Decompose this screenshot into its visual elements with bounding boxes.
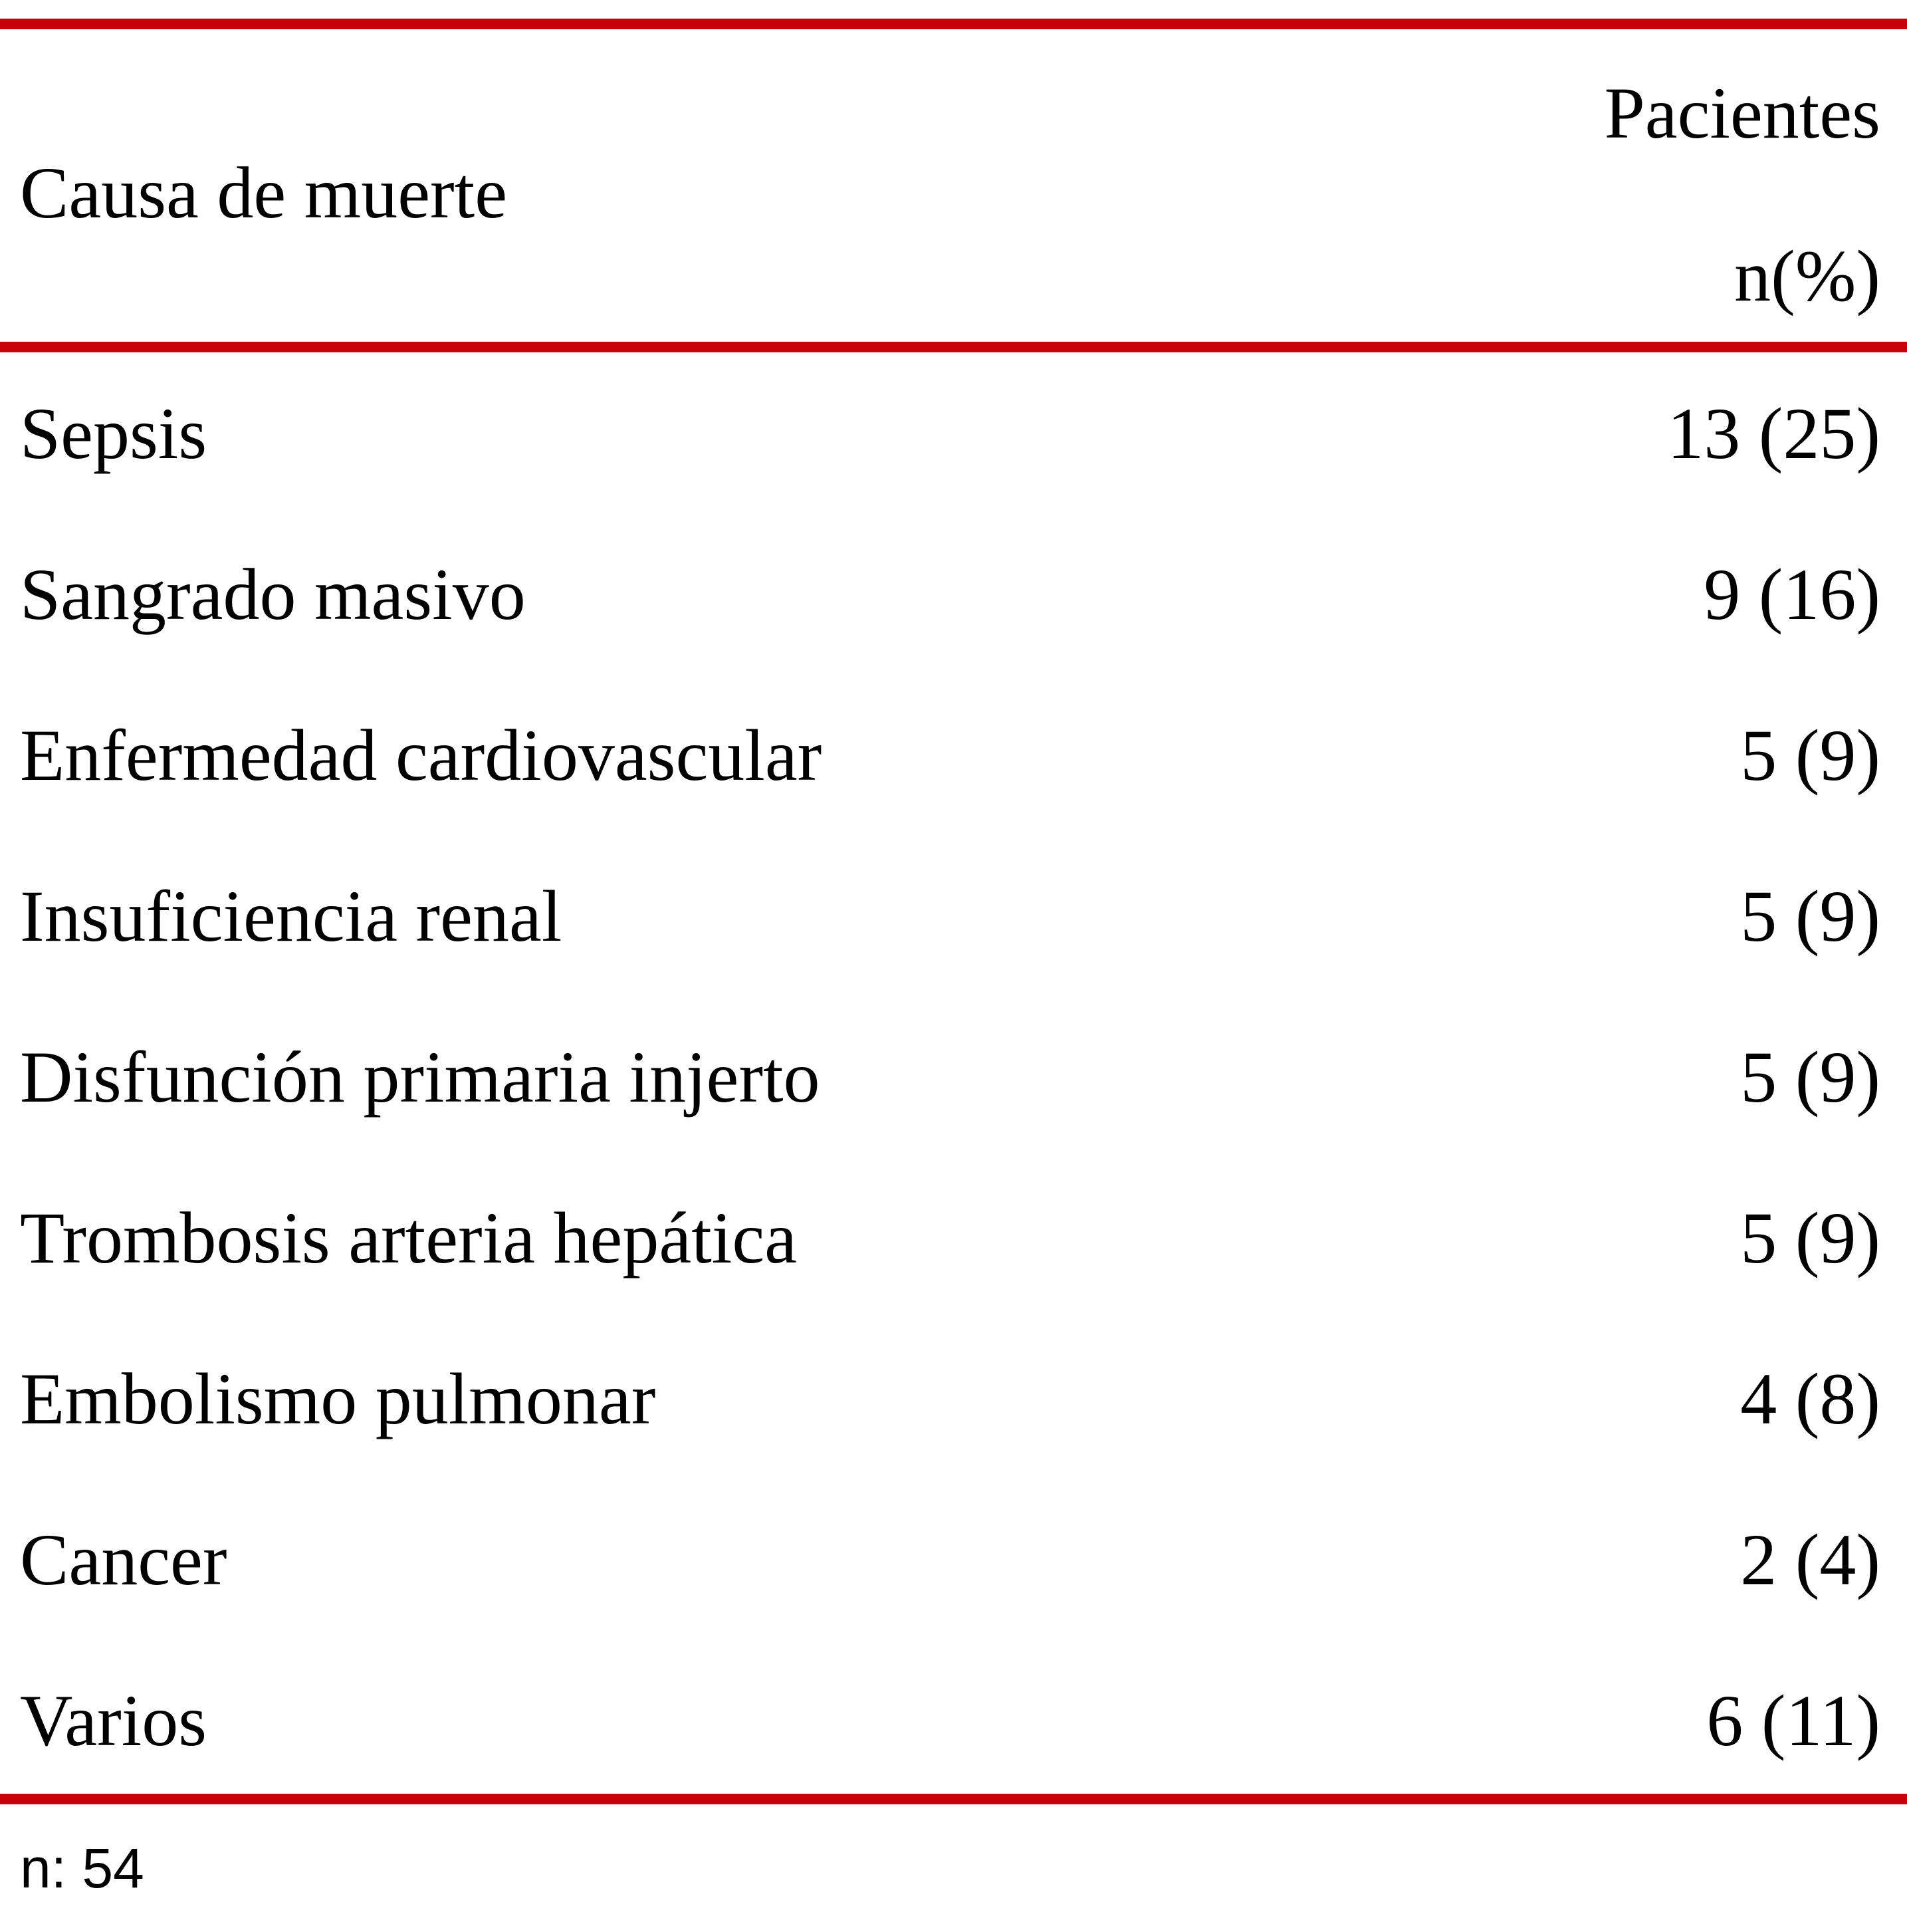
row-label: Enfermedad cardiovascular (20, 715, 822, 796)
row-value: 6 (11) (1706, 1680, 1880, 1761)
table-row (0, 1017, 1907, 1178)
row-value: 5 (9) (1740, 1036, 1880, 1118)
row-label: Embolismo pulmonar (20, 1358, 656, 1439)
table-row (0, 1178, 1907, 1339)
table-row (0, 856, 1907, 1017)
row-label: Disfunción primaria injerto (20, 1036, 820, 1118)
table-row (0, 695, 1907, 856)
table-row (0, 374, 1907, 535)
row-label: Sepsis (20, 393, 207, 474)
row-value: 5 (9) (1740, 876, 1880, 957)
row-value: 13 (25) (1667, 393, 1880, 474)
table-top-rule (0, 19, 1907, 29)
column-header-patients: Pacientes (1604, 72, 1880, 154)
row-value: 9 (16) (1704, 554, 1880, 635)
table-body (0, 374, 1907, 1822)
row-value: 5 (9) (1740, 715, 1880, 796)
table-row (0, 535, 1907, 695)
table-bottom-rule (0, 1794, 1907, 1804)
table-header-rule (0, 342, 1907, 352)
table-footnote: n: 54 (20, 1837, 144, 1899)
row-label: Insuficiencia renal (20, 876, 562, 957)
column-header-cause: Causa de muerte (20, 152, 508, 233)
row-label: Sangrado masivo (20, 554, 526, 635)
table-row (0, 1500, 1907, 1661)
row-label: Cancer (20, 1519, 227, 1600)
row-value: 5 (9) (1740, 1197, 1880, 1278)
table-row (0, 1339, 1907, 1500)
row-value: 4 (8) (1740, 1358, 1880, 1439)
row-value: 2 (4) (1740, 1519, 1880, 1600)
column-header-unit: n(%) (1734, 235, 1880, 316)
row-label: Varios (20, 1680, 207, 1761)
row-label: Trombosis arteria hepática (20, 1197, 797, 1278)
